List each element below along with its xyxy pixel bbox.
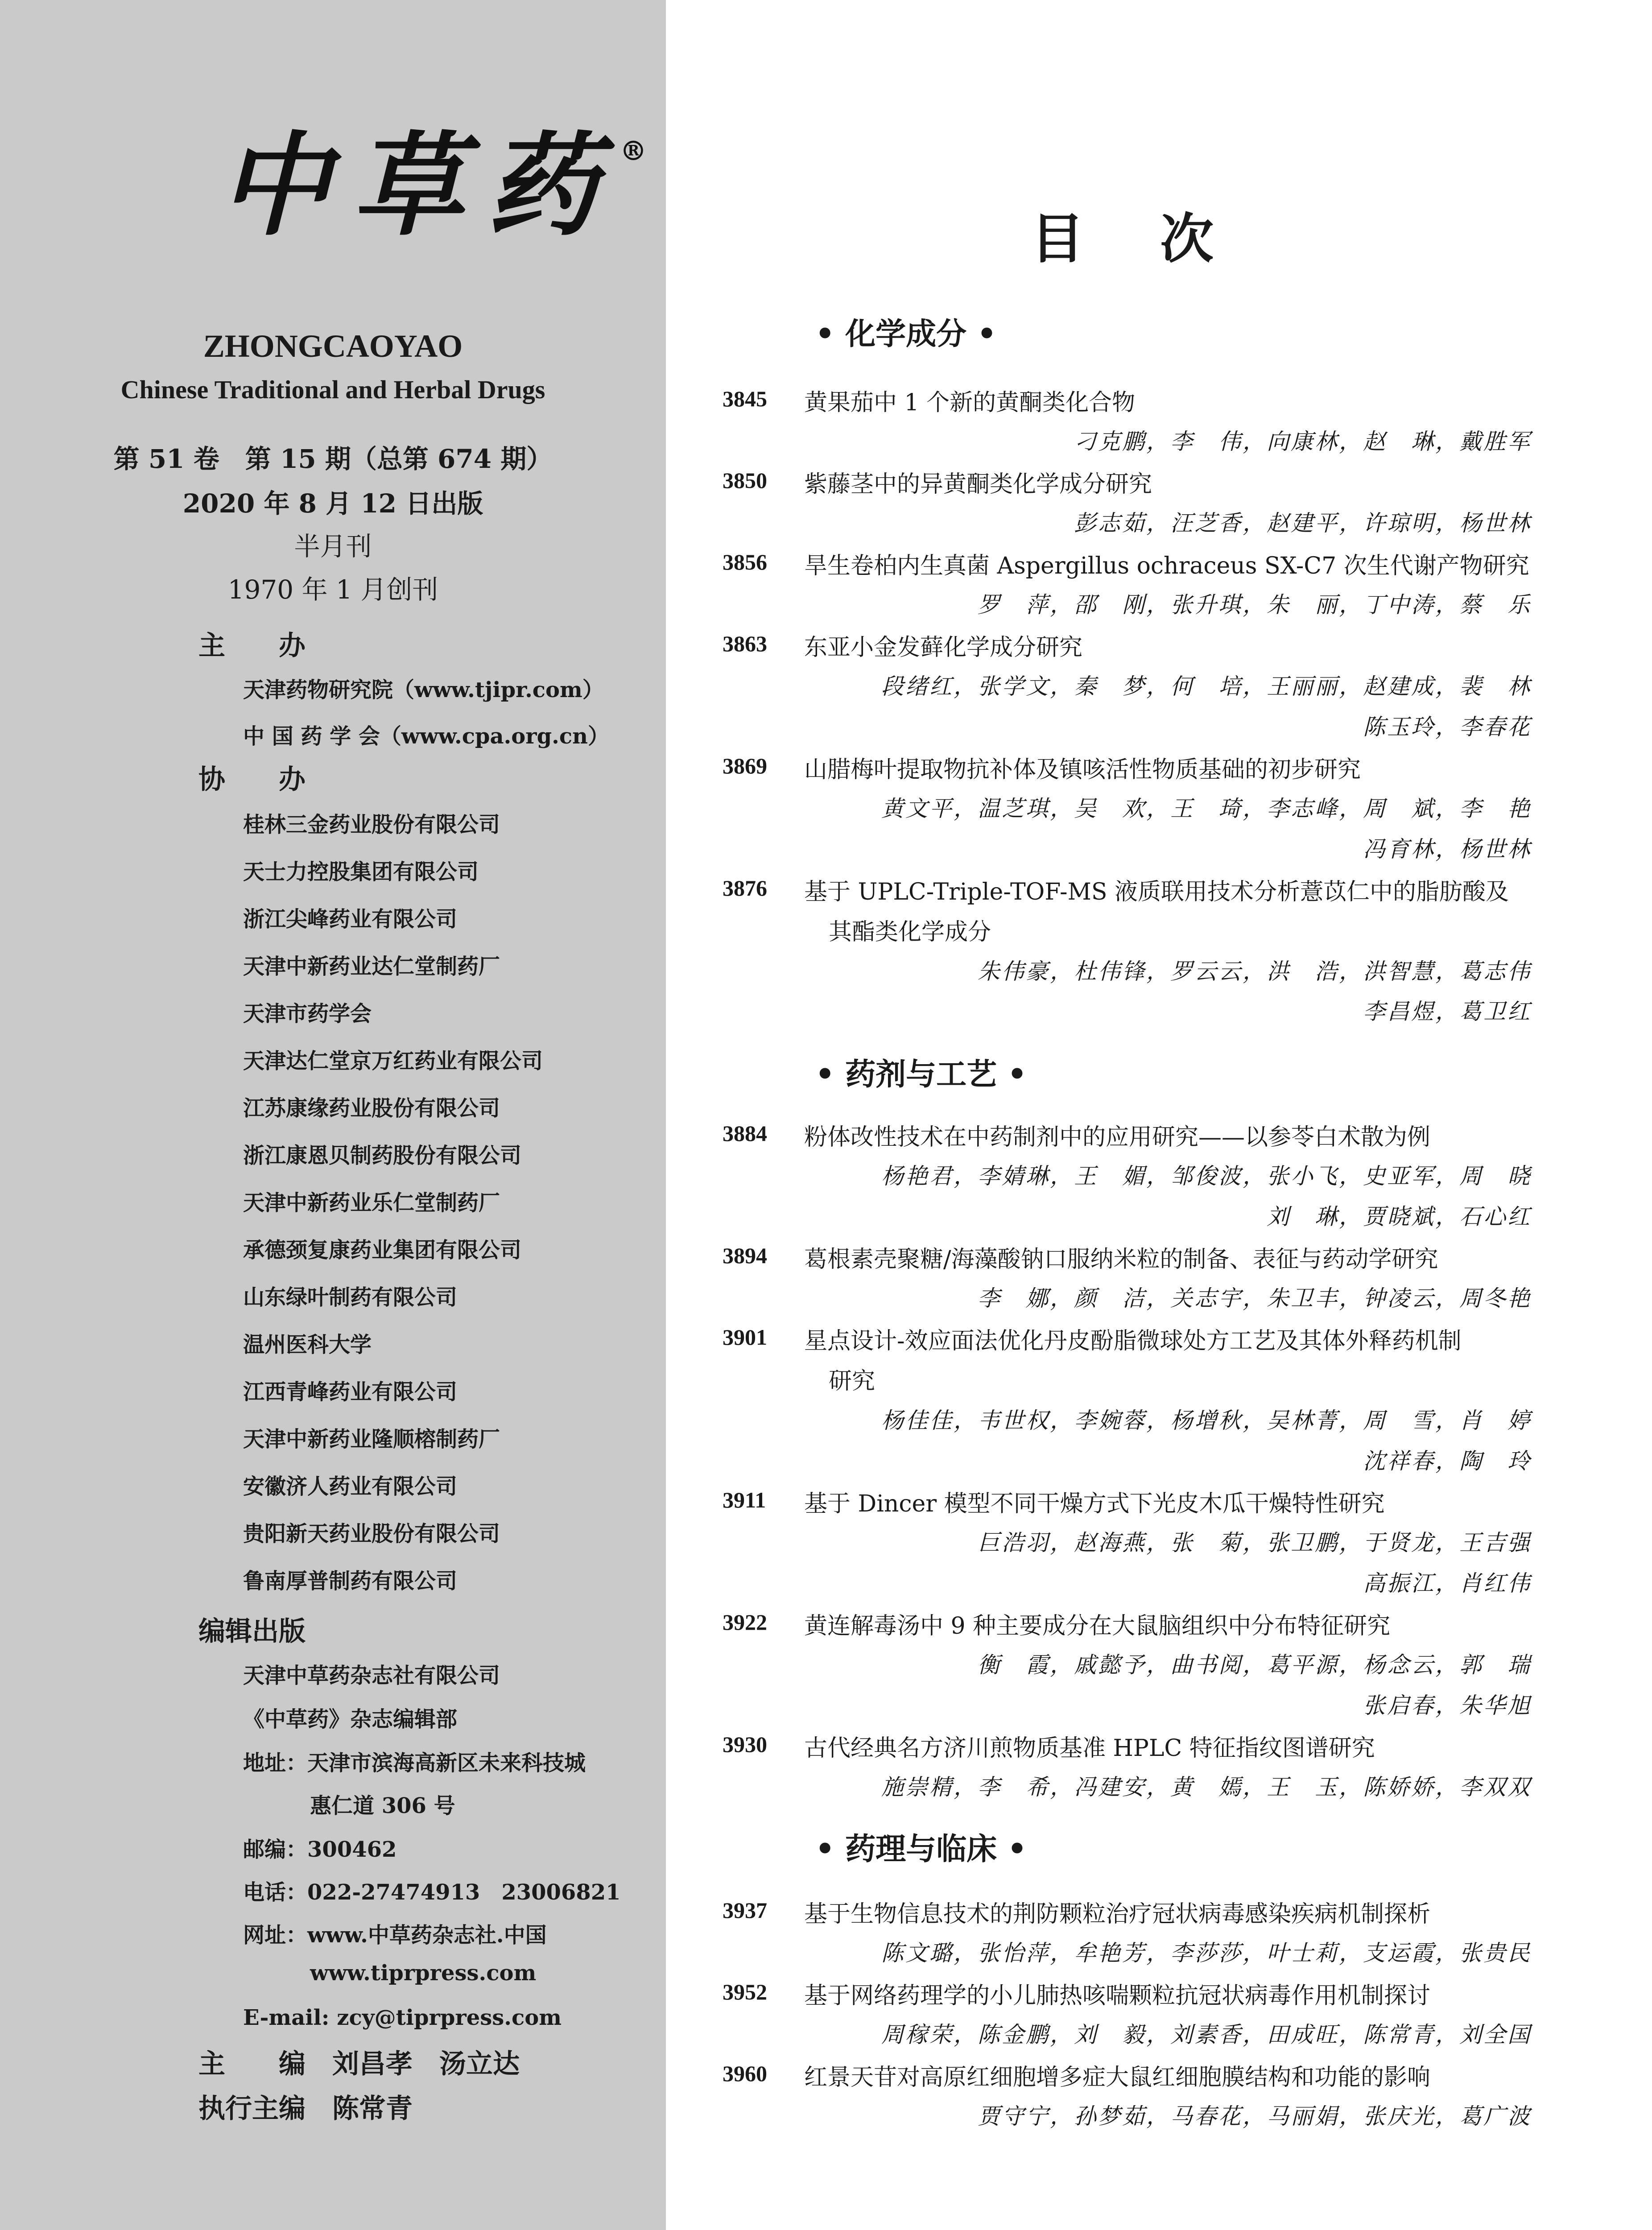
article-authors: 李 娜，颜 洁，关志宇，朱卫丰，钟凌云，周冬艳	[978, 1285, 1532, 1311]
phone	[243, 1875, 621, 1906]
article-authors: 张启春，朱华旭	[1363, 1693, 1532, 1718]
founded-date: 1970 年 1 月创刊	[227, 574, 438, 605]
article-page: 3901	[723, 1325, 767, 1350]
article-authors: 刁克鹏，李 伟，向康林，赵 琳，戴胜军	[1074, 429, 1532, 454]
article-authors: 衡 霞，戚懿予，曲书阅，葛平源，杨念云，郭 瑞	[978, 1652, 1532, 1678]
co-sponsor-item: 贵阳新天药业股份有限公司	[243, 1521, 500, 1546]
address-line-2: 惠仁道 306 号	[310, 1793, 455, 1818]
article-title: 山腊梅叶提取物抗补体及镇咳活性物质基础的初步研究	[804, 756, 1361, 783]
sponsor-item: 天津药物研究院（www.tjipr.com）	[243, 677, 604, 702]
sponsor-item: 中 国 药 学 会（www.cpa.org.cn）	[243, 724, 609, 749]
article-authors: 贾守宁，孙梦茹，马春花，马丽娟，张庆光，葛广波	[978, 2103, 1532, 2129]
publisher-name: 天津中草药杂志社有限公司	[243, 1663, 500, 1688]
co-sponsor-item: 安徽济人药业有限公司	[243, 1474, 458, 1499]
journal-name-english: Chinese Traditional and Herbal Drugs	[120, 375, 545, 404]
article-page: 3922	[723, 1610, 767, 1635]
sidebar-panel	[0, 0, 666, 2230]
article-authors: 彭志茹，汪芝香，赵建平，许琼明，杨世林	[1074, 510, 1532, 536]
website-value-2: www.tiprpress.com	[310, 1961, 537, 1986]
article-title: 红景天苷对高原红细胞增多症大鼠红细胞膜结构和功能的影响	[804, 2064, 1431, 2091]
exec-editor-label: 执行主编	[198, 2093, 306, 2124]
article-title: 东亚小金发藓化学成分研究	[804, 634, 1083, 661]
article-page: 3856	[723, 549, 767, 574]
article-title: 研究	[829, 1368, 876, 1395]
editorial-dept: 《中草药》杂志编辑部	[243, 1707, 458, 1732]
table-of-contents	[666, 0, 1652, 2230]
article-title: 粉体改性技术在中药制剂中的应用研究——以参苓白术散为例	[804, 1124, 1431, 1151]
article-page: 3937	[723, 1898, 767, 1923]
volume-issue: 第 51 卷 第 15 期（总第 674 期）	[113, 444, 553, 474]
article-title: 旱生卷柏内生真菌 Aspergillus ochraceus SX-C7 次生代谢产物研究	[804, 553, 1529, 579]
website-label: 网址：	[243, 1923, 308, 1948]
phone-label: 电话：	[243, 1880, 308, 1905]
article-page: 3863	[723, 631, 767, 656]
co-sponsor-item: 山东绿叶制药有限公司	[243, 1285, 458, 1310]
co-sponsor-item: 天士力控股集团有限公司	[243, 859, 479, 884]
co-sponsor-item: 天津中新药业乐仁堂制药厂	[243, 1190, 500, 1215]
article-title: 葛根素壳聚糖/海藻酸钠口服纳米粒的制备、表征与药动学研究	[804, 1246, 1438, 1273]
co-sponsor-item: 浙江康恩贝制药股份有限公司	[243, 1143, 522, 1168]
article-title: 基于生物信息技术的荆防颗粒治疗冠状病毒感染疾病机制探析	[804, 1901, 1431, 1928]
publication-frequency: 半月刊	[294, 531, 372, 562]
article-authors: 陈文璐，张怡萍，牟艳芳，李莎莎，叶士莉，支运霞，张贵民	[881, 1940, 1532, 1966]
article-page: 3952	[723, 1979, 767, 2004]
sponsor-label: 主 办	[198, 630, 306, 661]
article-authors: 李昌煜，葛卫红	[1363, 999, 1532, 1024]
publication-date: 2020 年 8 月 12 日出版	[182, 488, 483, 519]
co-sponsor-label: 协 办	[198, 764, 306, 795]
article-title: 黄果茄中 1 个新的黄酮类化合物	[804, 389, 1136, 416]
article-authors: 朱伟豪，杜伟锋，罗云云，洪 浩，洪智慧，葛志伟	[978, 958, 1532, 984]
address	[243, 1746, 586, 1776]
journal-name-pinyin: ZHONGCAOYAO	[203, 328, 463, 364]
chief-editor-names: 刘昌孝 汤立达	[332, 2048, 520, 2080]
section-heading: • 药剂与工艺 •	[815, 1057, 1027, 1092]
postcode	[243, 1832, 396, 1863]
chief-editor-label: 主 编	[198, 2048, 306, 2080]
article-page: 3884	[723, 1121, 767, 1146]
co-sponsor-item: 鲁南厚普制药有限公司	[243, 1569, 458, 1594]
article-authors: 罗 萍，邵 刚，张升琪，朱 丽，丁中涛，蔡 乐	[978, 592, 1532, 618]
article-page: 3850	[723, 468, 767, 493]
article-page: 3930	[723, 1732, 767, 1757]
chief-editor	[198, 2043, 520, 2081]
journal-logo	[219, 120, 647, 251]
co-sponsor-item: 承德颈复康药业集团有限公司	[243, 1238, 522, 1263]
logo-text: 中草药	[219, 120, 620, 251]
co-sponsor-item: 天津中新药业达仁堂制药厂	[243, 954, 500, 979]
co-sponsor-item: 天津中新药业隆顺榕制药厂	[243, 1427, 500, 1452]
address-label: 地址：	[243, 1751, 308, 1776]
toc-heading: 目次	[1031, 208, 1289, 270]
co-sponsor-item: 温州医科大学	[243, 1332, 372, 1357]
article-authors: 陈玉玲，李春花	[1363, 714, 1532, 740]
postcode-label: 邮编：	[243, 1837, 308, 1862]
exec-editor-name: 陈常青	[332, 2093, 413, 2124]
co-sponsor-item: 桂林三金药业股份有限公司	[243, 812, 500, 837]
co-sponsor-item: 天津市药学会	[243, 1001, 372, 1026]
section-heading: • 化学成分 •	[815, 316, 997, 352]
article-authors: 刘 琳，贾晓斌，石心红	[1267, 1204, 1532, 1230]
co-sponsor-item: 江西青峰药业有限公司	[243, 1379, 458, 1404]
email-value: zcy@tiprpress.com	[337, 2005, 562, 2030]
co-sponsor-item: 江苏康缘药业股份有限公司	[243, 1096, 500, 1121]
article-page: 3894	[723, 1243, 767, 1268]
article-authors: 施崇精，李 希，冯建安，黄 嫣，王 玉，陈娇娇，李双双	[881, 1774, 1532, 1800]
registered-mark: ®	[620, 135, 647, 167]
article-title: 其酯类化学成分	[829, 919, 991, 946]
article-title: 古代经典名方济川煎物质基准 HPLC 特征指纹图谱研究	[804, 1735, 1375, 1762]
article-title: 黄连解毒汤中 9 种主要成分在大鼠脑组织中分布特征研究	[804, 1613, 1391, 1639]
article-authors: 高振江，肖红伟	[1363, 1570, 1532, 1596]
co-sponsor-item: 浙江尖峰药业有限公司	[243, 907, 458, 932]
address-line-1: 天津市滨海高新区未来科技城	[307, 1751, 586, 1776]
website	[243, 1918, 547, 1949]
email	[243, 2005, 562, 2030]
article-authors: 段绪红，张学文，秦 梦，何 培，王丽丽，赵建成，裴 林	[881, 673, 1532, 699]
exec-editor	[198, 2087, 413, 2126]
article-page: 3845	[723, 386, 767, 411]
editing-label: 编辑出版	[198, 1616, 306, 1647]
postcode-value: 300462	[307, 1837, 397, 1862]
article-page: 3876	[723, 875, 767, 900]
article-title: 星点设计-效应面法优化丹皮酚脂微球处方工艺及其体外释药机制	[804, 1328, 1462, 1355]
section-heading: • 药理与临床 •	[815, 1831, 1027, 1867]
phone-value: 022-27474913 23006821	[307, 1880, 621, 1905]
article-authors: 黄文平，温芝琪，吴 欢，王 琦，李志峰，周 斌，李 艳	[881, 796, 1532, 822]
article-authors: 周稼荣，陈金鹏，刘 毅，刘素香，田成旺，陈常青，刘全国	[881, 2022, 1532, 2048]
article-title: 基于 UPLC-Triple-TOF-MS 液质联用技术分析薏苡仁中的脂肪酸及	[804, 879, 1509, 905]
article-authors: 巨浩羽，赵海燕，张 菊，张卫鹏，于贤龙，王吉强	[978, 1530, 1532, 1556]
article-title: 基于 Dincer 模型不同干燥方式下光皮木瓜干燥特性研究	[804, 1491, 1385, 1517]
article-authors: 杨佳佳，韦世权，李婉蓉，杨增秋，吴林菁，周 雪，肖 婷	[881, 1408, 1532, 1433]
article-authors: 沈祥春，陶 玲	[1363, 1448, 1532, 1474]
article-title: 基于网络药理学的小儿肺热咳喘颗粒抗冠状病毒作用机制探讨	[804, 1982, 1431, 2009]
email-label: E-mail:	[243, 2005, 330, 2030]
article-page: 3869	[723, 753, 767, 778]
article-authors: 冯育林，杨世林	[1363, 836, 1532, 862]
article-authors: 杨艳君，李婧琳，王 媚，邹俊波，张小飞，史亚军，周 晓	[881, 1163, 1532, 1189]
co-sponsor-item: 天津达仁堂京万红药业有限公司	[243, 1049, 543, 1074]
website-value-1: www.中草药杂志社.中国	[307, 1923, 547, 1948]
article-page: 3911	[723, 1487, 766, 1512]
article-title: 紫藤茎中的异黄酮类化学成分研究	[804, 471, 1152, 498]
article-page: 3960	[723, 2061, 767, 2086]
